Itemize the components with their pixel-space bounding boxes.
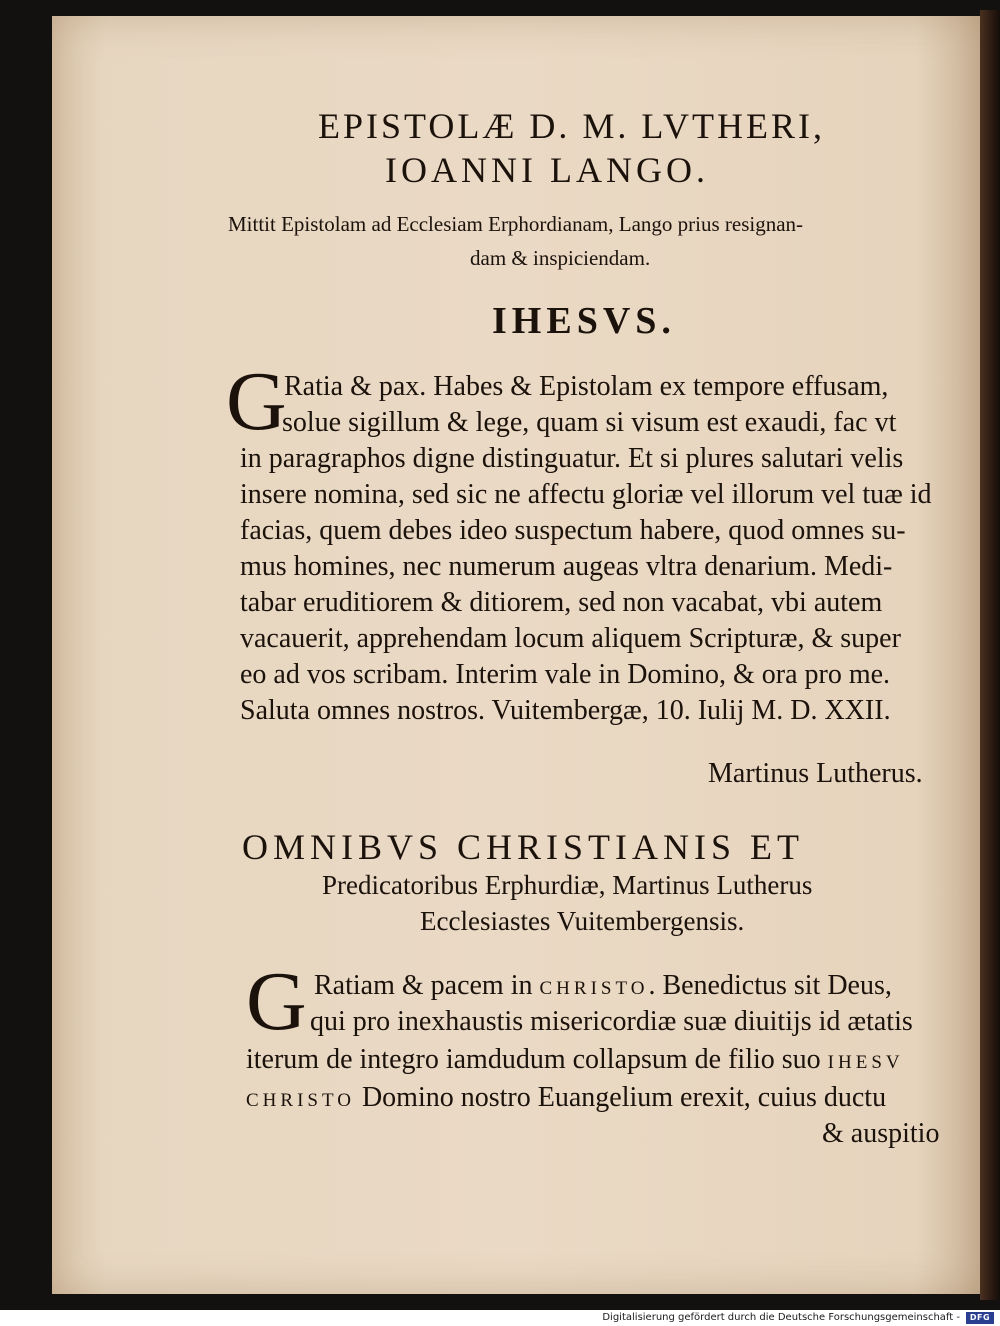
- letter1-line: Saluta omnes nostros. Vuitembergæ, 10. Iulij M. D. XXII.: [240, 695, 891, 726]
- letter2-line-1: [314, 972, 892, 1000]
- letter1-line: tabar eruditiorem & ditiorem, sed non vacabat, vbi autem: [240, 587, 883, 618]
- heading2-line-3: Ecclesiastes Vuitembergensis.: [420, 906, 745, 936]
- dropcap-letter-2: G: [246, 955, 307, 1048]
- heading2-line-1: OMNIBVS CHRISTIANIS ET: [242, 827, 805, 867]
- summary-line-1: Mittit Epistolam ad Ecclesiam Erphordianam, Lango prius resignan-: [228, 212, 804, 236]
- letter1-line: insere nomina, sed sic ne affectu gloriæ vel illorum vel tuæ id: [240, 479, 932, 510]
- letter1-line: solue sigillum & lege, quam si visum est exaudi, fac vt: [282, 407, 897, 438]
- letter1-line: eo ad vos scribam. Interim vale in Domino, & ora pro me.: [240, 659, 891, 690]
- funding-credit: Digitalisierung gefördert durch die Deutsche Forschungsgemeinschaft -: [602, 1312, 960, 1323]
- letter1-line: in paragraphos digne distinguatur. Et si plures salutari velis: [240, 443, 904, 474]
- letter1-signature: Martinus Lutherus.: [708, 758, 923, 789]
- book-page: [52, 16, 980, 1294]
- heading-line-2: IOANNI LANGO.: [385, 150, 709, 190]
- letter2-text: Ratiam & pacem in: [314, 970, 540, 1001]
- letter1-line: facias, quem debes ideo suspectum habere, quod omnes su-: [240, 515, 906, 546]
- letter2-line-2: qui pro inexhaustis misericordiæ suæ diuitijs id ætatis: [310, 1006, 913, 1037]
- letter2-line-3: [246, 1046, 904, 1074]
- summary-line-2: dam & inspiciendam.: [470, 246, 651, 270]
- small-caps-christo: CHRISTO: [246, 1090, 355, 1111]
- invocation-heading: IHESVS.: [492, 300, 676, 342]
- letter2-text: . Benedictus sit Deus,: [648, 970, 892, 1001]
- letter2-line-5: & auspitio: [822, 1118, 940, 1149]
- letter2-text: Domino nostro Euangelium erexit, cuius ductu: [354, 1082, 887, 1113]
- heading2-line-2: Predicatoribus Erphurdiæ, Martinus Lutherus: [322, 870, 813, 900]
- heading-line-1: EPISTOLÆ D. M. LVTHERI,: [318, 106, 826, 146]
- dropcap-letter-1: G: [226, 355, 287, 448]
- small-caps-ihesv: IHESV: [827, 1052, 904, 1073]
- footer-bar: [0, 1310, 1000, 1326]
- letter2-text: iterum de integro iamdudum collapsum de filio suo: [246, 1044, 828, 1075]
- letter2-line-4: [246, 1084, 886, 1112]
- letter1-line: Ratia & pax. Habes & Epistolam ex tempore effusam,: [284, 371, 889, 402]
- letter1-line: vacauerit, apprehendam locum aliquem Scripturæ, & super: [240, 623, 901, 654]
- page-edge-shadow: [980, 10, 1000, 1300]
- dfg-logo: DFG: [966, 1312, 994, 1324]
- small-caps-christo: CHRISTO: [539, 978, 649, 999]
- letter1-line: mus homines, nec numerum augeas vltra denarium. Medi-: [240, 551, 893, 582]
